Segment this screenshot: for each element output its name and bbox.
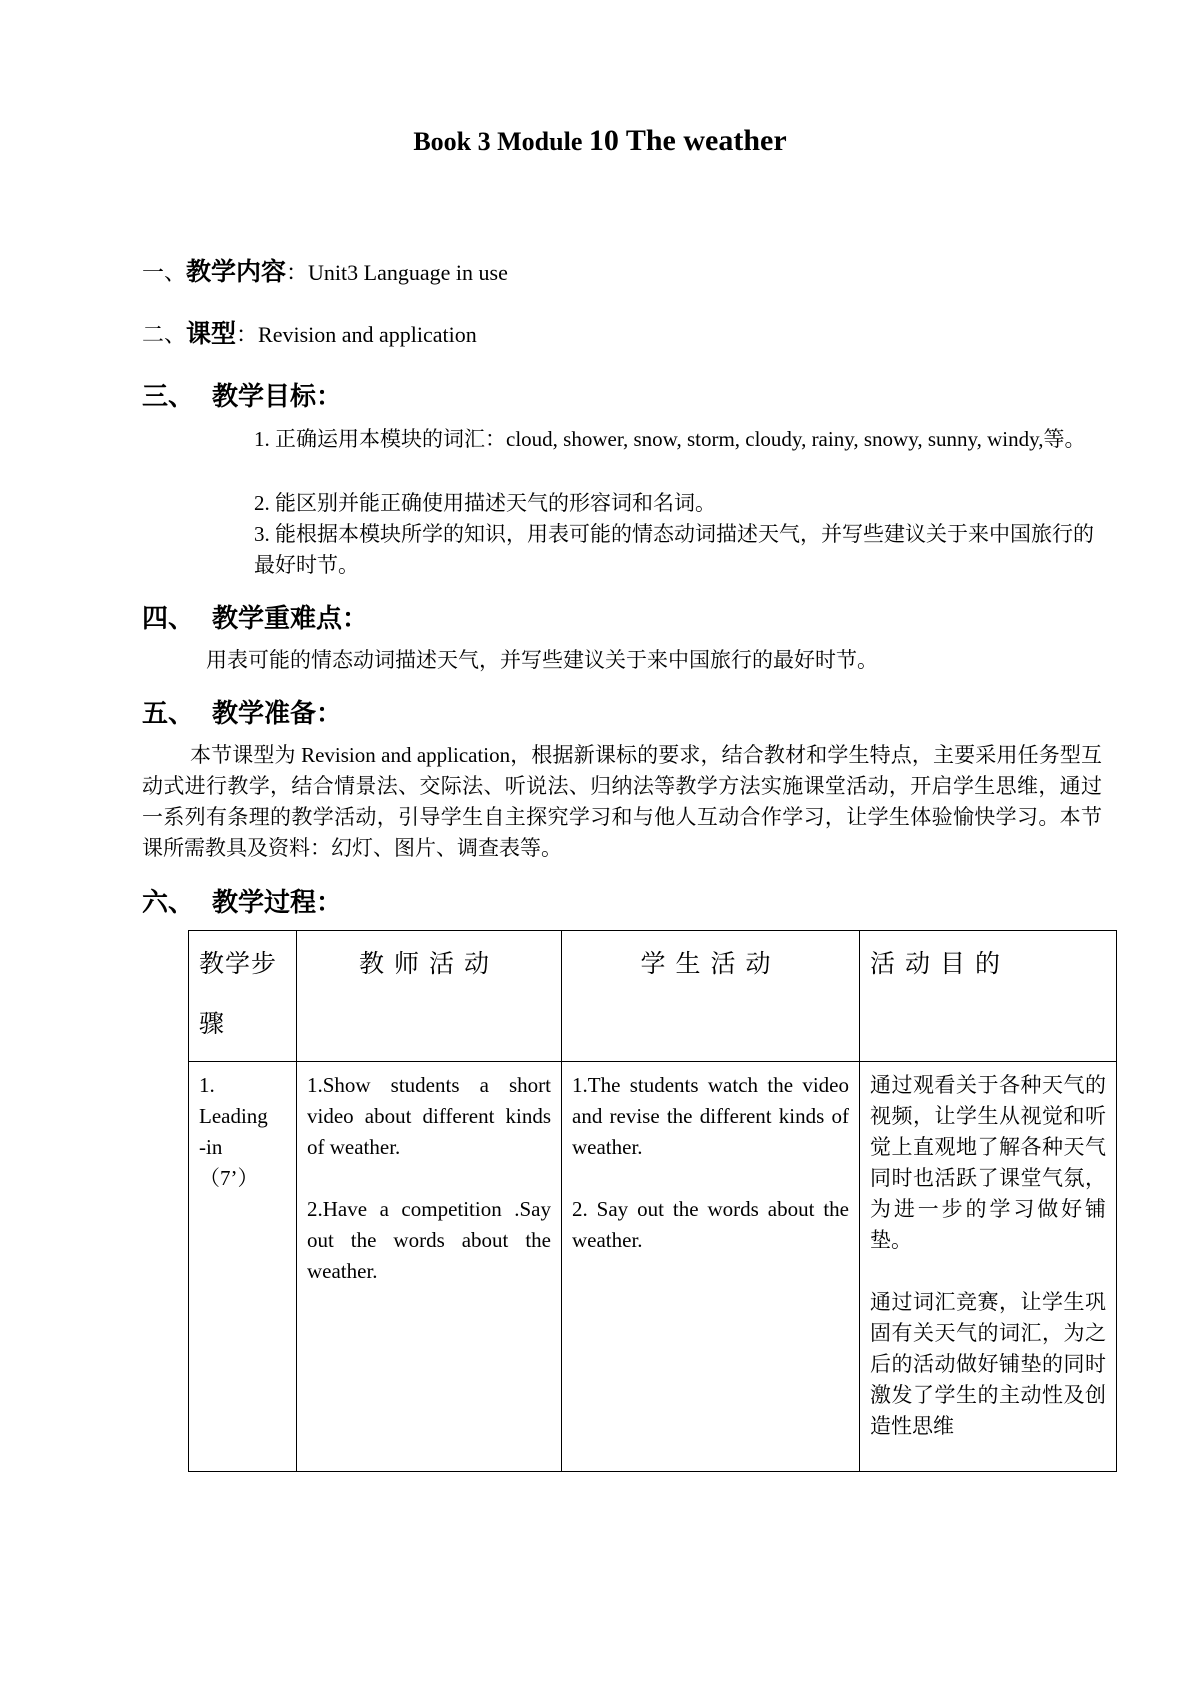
table-row	[189, 1062, 1117, 1472]
section-type-colon: ：	[236, 322, 259, 347]
process-heading	[142, 882, 342, 919]
objective-item-1	[206, 424, 1101, 455]
teacher-activity: 2.Have a competition .Say out the words about the weather.	[307, 1197, 551, 1283]
header-step: 教学步骤	[189, 931, 297, 1062]
keypoints-heading	[142, 598, 368, 635]
preparation-heading-num: 五、	[142, 699, 195, 728]
purpose-cell	[860, 1062, 1117, 1472]
objectives-heading	[142, 376, 342, 413]
process-heading-num: 六、	[142, 888, 195, 917]
objective-item-2	[206, 488, 1101, 519]
student-activity: 1.The students watch the video and revise the different kinds of weather.	[572, 1073, 849, 1159]
page-title	[0, 124, 1200, 158]
preparation-heading	[142, 693, 342, 730]
header-student: 学生活动	[562, 931, 860, 1062]
student-cell	[562, 1062, 860, 1472]
objectives-heading-text: 教学目标：	[212, 382, 343, 411]
section-content	[142, 252, 508, 288]
preparation-text: 本节课型为 Revision and application，根据新课标的要求，结合教材和学生特点，主要采用任务型互动式进行教学，结合情景法、交际法、听说法、归纳法等教学方法实施课堂活动，开启学生思维，通过一系列有条理的教学活动，引导学生自主探究学习和与他人互动合作学习，让学生体验愉快学习。本节课所需教具及资料：幻灯、图片、调查表等。	[142, 743, 1102, 860]
teacher-activity: 1.Show students a short video about different kinds of weather.	[307, 1073, 551, 1159]
teacher-cell	[297, 1062, 562, 1472]
objective-item-3	[206, 519, 1101, 581]
objective-text-2: 2. 能区别并能正确使用描述天气的形容词和名词。	[254, 491, 716, 515]
section-content-prefix: 一、	[142, 260, 187, 285]
step-line: -in	[199, 1135, 223, 1159]
table-header-row	[189, 931, 1117, 1062]
activity-purpose: 通过观看关于各种天气的视频，让学生从视觉和听觉上直观地了解各种天气同时也活跃了课堂气氛，为进一步的学习做好铺垫。	[870, 1073, 1106, 1252]
objectives-heading-num: 三、	[142, 382, 195, 411]
process-heading-text: 教学过程：	[212, 888, 343, 917]
section-content-colon: ：	[286, 260, 309, 285]
section-type-value: Revision and application	[258, 322, 477, 347]
objective-text-3: 3. 能根据本模块所学的知识，用表可能的情态动词描述天气，并写些建议关于来中国旅行的最好时节。	[254, 522, 1094, 577]
keypoints-heading-text: 教学重难点：	[212, 604, 369, 633]
section-type-prefix: 二、	[142, 322, 187, 347]
keypoints-text: 用表可能的情态动词描述天气，并写些建议关于来中国旅行的最好时节。	[206, 648, 878, 672]
section-content-value: Unit3 Language in use	[308, 260, 508, 285]
step-line: （7’）	[199, 1166, 259, 1190]
header-purpose: 活动目的	[860, 931, 1117, 1062]
keypoints-heading-num: 四、	[142, 604, 195, 633]
process-table	[188, 930, 1117, 1472]
preparation-heading-text: 教学准备：	[212, 699, 343, 728]
activity-purpose: 通过词汇竞赛，让学生巩固有关天气的词汇，为之后的活动做好铺垫的同时激发了学生的主动性及创造性思维	[870, 1290, 1106, 1438]
section-content-label: 教学内容	[186, 259, 287, 286]
objective-text-1: 1. 正确运用本模块的词汇：cloud, shower, snow, storm, cloudy, rainy, snowy, sunny, windy,等。	[254, 427, 1086, 451]
title-part1: Book 3 Module	[413, 127, 589, 156]
section-type	[142, 314, 477, 350]
step-line: Leading	[199, 1104, 268, 1128]
header-teacher: 教师活动	[297, 931, 562, 1062]
step-line: 1.	[199, 1073, 215, 1097]
section-type-label: 课型	[186, 321, 237, 348]
step-cell	[189, 1062, 297, 1472]
student-activity: 2. Say out the words about the weather.	[572, 1197, 849, 1252]
title-part2: 10 The weather	[588, 124, 787, 157]
